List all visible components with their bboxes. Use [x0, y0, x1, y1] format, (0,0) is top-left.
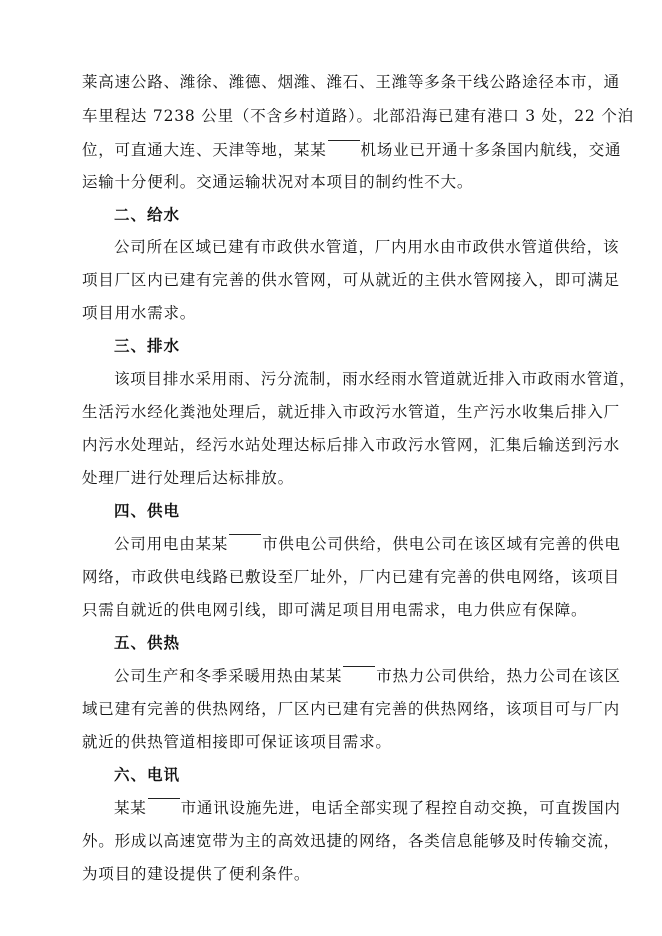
section-heading-power: 四、供电: [114, 502, 181, 520]
section-heading-drainage: 三、排水: [114, 337, 181, 355]
text-line: [114, 666, 621, 686]
section-heading-telecom: 六、电讯: [114, 766, 181, 784]
text-line: 该项目排水采用雨、污分流制，雨水经雨水管道就近排入市政雨水管道，: [114, 370, 636, 388]
blank-underline: [229, 534, 261, 535]
text-line: 为项目的建设提供了便利条件。: [82, 865, 311, 883]
text-line: 生活污水经化粪池处理后，就近排入市政污水管道，生产污水收集后排入厂: [82, 403, 620, 421]
text-line: 项目厂区内已建有完善的供水管网，可从就近的主供水管网接入，即可满足: [82, 271, 620, 289]
text-line: 公司所在区域已建有市政供水管道，厂内用水由市政供水管道供给，该: [114, 238, 620, 256]
blank-underline: [148, 798, 180, 799]
section-heading-water: 二、给水: [114, 206, 181, 224]
text-segment: 机场业已开通十多条国内航线，交通: [360, 141, 622, 159]
text-segment: 公司生产和冬季采暖用热由某某: [114, 667, 343, 685]
text-line: 处理厂进行处理后达标排放。: [82, 469, 294, 487]
text-segment: 市热力公司供给，热力公司在该区: [376, 667, 621, 685]
text-line: 网络，市政供电线路已敷设至厂址外，厂内已建有完善的供电网络，该项目: [82, 568, 620, 586]
text-line: [114, 798, 621, 818]
text-line: 项目用水需求。: [82, 304, 197, 322]
text-line: [114, 534, 621, 554]
blank-underline: [328, 140, 360, 141]
text-line: [82, 140, 621, 160]
section-heading-heating: 五、供热: [114, 634, 181, 652]
text-line: 莱高速公路、潍徐、潍德、烟潍、潍石、王潍等多条干线公路途径本市，通: [82, 73, 620, 91]
text-line: 运输十分便利。交通运输状况对本项目的制约性不大。: [82, 173, 474, 191]
text-segment: 市通讯设施先进，电话全部实现了程控自动交换，可直拨国内: [180, 799, 621, 817]
text-segment: 公司用电由某某: [114, 535, 229, 553]
text-segment: 市供电公司供给，供电公司在该区域有完善的供电: [262, 535, 621, 553]
text-line: 只需自就近的供电网引线，即可满足项目用电需求，电力供应有保障。: [82, 601, 588, 619]
text-line: 内污水处理站，经污水站处理达标后排入市政污水管网，汇集后输送到污水: [82, 436, 620, 454]
text-line: 车里程达 7238 公里（不含乡村道路）。北部沿海已建有港口 3 处，22 个泊: [82, 107, 634, 125]
text-segment: 某某: [114, 799, 147, 817]
blank-underline: [343, 666, 375, 667]
text-segment: 位，可直通大连、天津等地，某某: [82, 141, 327, 159]
text-line: 域已建有完善的供热网络，厂区内已建有完善的供热网络，该项目可与厂内: [82, 700, 620, 718]
text-line: 就近的供热管道相接即可保证该项目需求。: [82, 733, 392, 751]
text-line: 外。形成以高速宽带为主的高效迅捷的网络，各类信息能够及时传输交流，: [82, 832, 620, 850]
